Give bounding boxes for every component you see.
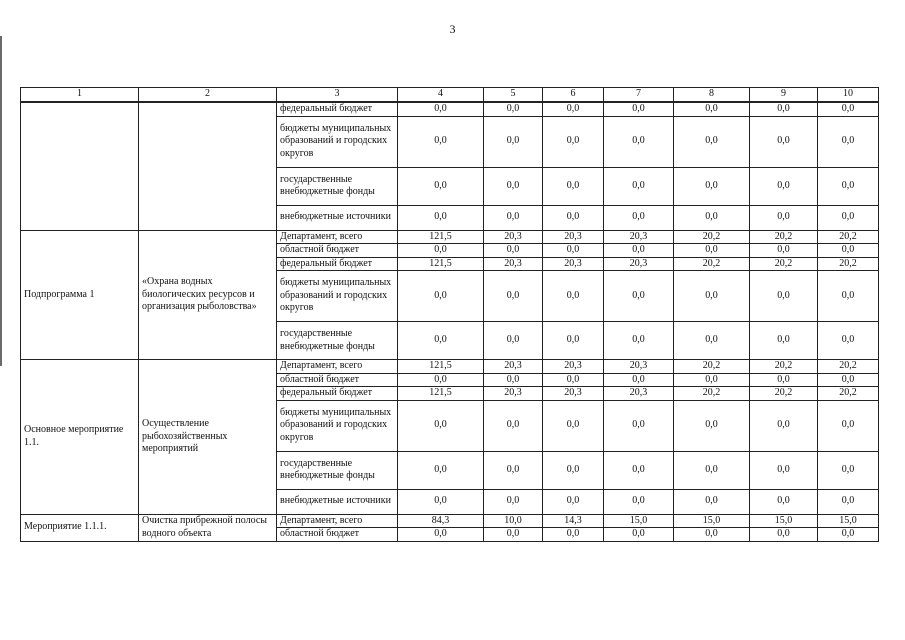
value-cell: 0,0 bbox=[604, 528, 674, 542]
funding-source-cell: областной бюджет bbox=[277, 373, 398, 387]
value-cell: 0,0 bbox=[674, 167, 750, 205]
value-cell: 0,0 bbox=[818, 244, 879, 258]
value-cell: 0,0 bbox=[604, 244, 674, 258]
value-cell: 0,0 bbox=[543, 244, 604, 258]
program-name-cell: Очистка прибрежной полосы водного объекта bbox=[139, 514, 277, 541]
value-cell: 0,0 bbox=[818, 489, 879, 514]
value-cell: 0,0 bbox=[484, 244, 543, 258]
value-cell: 0,0 bbox=[750, 244, 818, 258]
table-row bbox=[21, 514, 879, 528]
value-cell: 0,0 bbox=[398, 489, 484, 514]
value-cell: 20,2 bbox=[818, 360, 879, 374]
column-header: 1 bbox=[21, 88, 139, 103]
funding-source-cell: государственные внебюджетные фонды bbox=[277, 167, 398, 205]
value-cell: 84,3 bbox=[398, 514, 484, 528]
value-cell: 20,2 bbox=[818, 257, 879, 271]
value-cell: 0,0 bbox=[484, 400, 543, 451]
value-cell: 0,0 bbox=[750, 322, 818, 360]
funding-source-cell: федеральный бюджет bbox=[277, 387, 398, 401]
funding-source-cell: внебюджетные источники bbox=[277, 489, 398, 514]
value-cell: 0,0 bbox=[484, 205, 543, 230]
column-header: 4 bbox=[398, 88, 484, 103]
value-cell: 0,0 bbox=[604, 400, 674, 451]
value-cell: 0,0 bbox=[818, 271, 879, 322]
program-cell bbox=[21, 102, 139, 230]
funding-source-cell: бюджеты муниципальных образований и городских округов bbox=[277, 116, 398, 167]
value-cell: 0,0 bbox=[818, 322, 879, 360]
value-cell: 15,0 bbox=[750, 514, 818, 528]
funding-source-cell: бюджеты муниципальных образований и городских округов bbox=[277, 271, 398, 322]
value-cell: 0,0 bbox=[484, 528, 543, 542]
value-cell: 0,0 bbox=[750, 116, 818, 167]
funding-source-cell: государственные внебюджетные фонды bbox=[277, 322, 398, 360]
column-header: 10 bbox=[818, 88, 879, 103]
value-cell: 0,0 bbox=[543, 373, 604, 387]
value-cell: 20,3 bbox=[543, 387, 604, 401]
value-cell: 14,3 bbox=[543, 514, 604, 528]
value-cell: 0,0 bbox=[750, 102, 818, 116]
value-cell: 20,2 bbox=[750, 230, 818, 244]
value-cell: 0,0 bbox=[543, 451, 604, 489]
value-cell: 0,0 bbox=[484, 271, 543, 322]
value-cell: 0,0 bbox=[674, 205, 750, 230]
value-cell: 0,0 bbox=[674, 451, 750, 489]
value-cell: 20,3 bbox=[604, 360, 674, 374]
value-cell: 0,0 bbox=[604, 322, 674, 360]
value-cell: 0,0 bbox=[750, 205, 818, 230]
value-cell: 20,2 bbox=[674, 257, 750, 271]
value-cell: 0,0 bbox=[674, 102, 750, 116]
value-cell: 0,0 bbox=[398, 451, 484, 489]
program-cell: Подпрограмма 1 bbox=[21, 230, 139, 360]
value-cell: 0,0 bbox=[398, 322, 484, 360]
funding-source-cell: внебюджетные источники bbox=[277, 205, 398, 230]
funding-source-cell: Департамент, всего bbox=[277, 230, 398, 244]
value-cell: 0,0 bbox=[543, 322, 604, 360]
program-name-cell bbox=[139, 102, 277, 230]
value-cell: 0,0 bbox=[604, 116, 674, 167]
value-cell: 0,0 bbox=[543, 400, 604, 451]
program-cell: Мероприятие 1.1.1. bbox=[21, 514, 139, 541]
value-cell: 0,0 bbox=[674, 244, 750, 258]
funding-source-cell: областной бюджет bbox=[277, 244, 398, 258]
column-header: 9 bbox=[750, 88, 818, 103]
table-row bbox=[21, 230, 879, 244]
value-cell: 0,0 bbox=[398, 102, 484, 116]
value-cell: 20,3 bbox=[484, 387, 543, 401]
value-cell: 20,3 bbox=[484, 257, 543, 271]
column-header: 6 bbox=[543, 88, 604, 103]
value-cell: 0,0 bbox=[398, 244, 484, 258]
value-cell: 121,5 bbox=[398, 387, 484, 401]
value-cell: 0,0 bbox=[398, 271, 484, 322]
value-cell: 0,0 bbox=[604, 451, 674, 489]
value-cell: 0,0 bbox=[818, 451, 879, 489]
budget-table bbox=[20, 87, 879, 542]
value-cell: 0,0 bbox=[674, 322, 750, 360]
value-cell: 20,3 bbox=[543, 230, 604, 244]
value-cell: 0,0 bbox=[818, 528, 879, 542]
value-cell: 20,2 bbox=[674, 387, 750, 401]
value-cell: 121,5 bbox=[398, 230, 484, 244]
value-cell: 0,0 bbox=[750, 400, 818, 451]
value-cell: 0,0 bbox=[818, 205, 879, 230]
value-cell: 0,0 bbox=[484, 102, 543, 116]
value-cell: 20,3 bbox=[543, 257, 604, 271]
funding-source-cell: областной бюджет bbox=[277, 528, 398, 542]
table-row bbox=[21, 360, 879, 374]
value-cell: 20,2 bbox=[818, 230, 879, 244]
value-cell: 0,0 bbox=[750, 489, 818, 514]
value-cell: 0,0 bbox=[604, 205, 674, 230]
value-cell: 15,0 bbox=[604, 514, 674, 528]
value-cell: 0,0 bbox=[818, 373, 879, 387]
funding-source-cell: федеральный бюджет bbox=[277, 102, 398, 116]
funding-source-cell: бюджеты муниципальных образований и городских округов bbox=[277, 400, 398, 451]
value-cell: 0,0 bbox=[604, 373, 674, 387]
value-cell: 20,3 bbox=[484, 360, 543, 374]
value-cell: 0,0 bbox=[484, 167, 543, 205]
value-cell: 0,0 bbox=[543, 167, 604, 205]
value-cell: 0,0 bbox=[398, 116, 484, 167]
value-cell: 20,2 bbox=[750, 360, 818, 374]
value-cell: 0,0 bbox=[543, 528, 604, 542]
value-cell: 0,0 bbox=[484, 116, 543, 167]
table-row bbox=[21, 102, 879, 116]
value-cell: 0,0 bbox=[818, 400, 879, 451]
value-cell: 121,5 bbox=[398, 360, 484, 374]
value-cell: 0,0 bbox=[818, 167, 879, 205]
value-cell: 20,2 bbox=[750, 257, 818, 271]
value-cell: 0,0 bbox=[750, 451, 818, 489]
value-cell: 0,0 bbox=[398, 167, 484, 205]
funding-source-cell: государственные внебюджетные фонды bbox=[277, 451, 398, 489]
value-cell: 0,0 bbox=[674, 528, 750, 542]
value-cell: 20,2 bbox=[750, 387, 818, 401]
value-cell: 20,3 bbox=[484, 230, 543, 244]
value-cell: 0,0 bbox=[398, 373, 484, 387]
funding-source-cell: федеральный бюджет bbox=[277, 257, 398, 271]
value-cell: 0,0 bbox=[818, 116, 879, 167]
value-cell: 0,0 bbox=[750, 528, 818, 542]
funding-source-cell: Департамент, всего bbox=[277, 360, 398, 374]
value-cell: 0,0 bbox=[543, 205, 604, 230]
value-cell: 0,0 bbox=[674, 400, 750, 451]
value-cell: 121,5 bbox=[398, 257, 484, 271]
value-cell: 0,0 bbox=[543, 489, 604, 514]
value-cell: 0,0 bbox=[484, 322, 543, 360]
value-cell: 0,0 bbox=[604, 102, 674, 116]
value-cell: 0,0 bbox=[484, 451, 543, 489]
column-header: 5 bbox=[484, 88, 543, 103]
column-header: 2 bbox=[139, 88, 277, 103]
column-header: 8 bbox=[674, 88, 750, 103]
program-cell: Основное мероприятие 1.1. bbox=[21, 360, 139, 515]
value-cell: 0,0 bbox=[604, 271, 674, 322]
header-row bbox=[21, 88, 879, 103]
value-cell: 15,0 bbox=[674, 514, 750, 528]
column-header: 7 bbox=[604, 88, 674, 103]
value-cell: 0,0 bbox=[543, 271, 604, 322]
value-cell: 20,3 bbox=[604, 257, 674, 271]
value-cell: 0,0 bbox=[674, 116, 750, 167]
value-cell: 20,2 bbox=[674, 230, 750, 244]
funding-source-cell: Департамент, всего bbox=[277, 514, 398, 528]
value-cell: 0,0 bbox=[750, 271, 818, 322]
value-cell: 0,0 bbox=[543, 102, 604, 116]
value-cell: 10,0 bbox=[484, 514, 543, 528]
value-cell: 0,0 bbox=[604, 167, 674, 205]
program-name-cell: «Охрана водных биологических ресурсов и организация рыболовства» bbox=[139, 230, 277, 360]
value-cell: 0,0 bbox=[674, 489, 750, 514]
value-cell: 0,0 bbox=[398, 528, 484, 542]
value-cell: 20,2 bbox=[674, 360, 750, 374]
value-cell: 0,0 bbox=[543, 116, 604, 167]
value-cell: 0,0 bbox=[818, 102, 879, 116]
value-cell: 0,0 bbox=[484, 373, 543, 387]
value-cell: 20,2 bbox=[818, 387, 879, 401]
value-cell: 0,0 bbox=[484, 489, 543, 514]
value-cell: 20,3 bbox=[543, 360, 604, 374]
value-cell: 0,0 bbox=[674, 373, 750, 387]
scan-edge-mark bbox=[0, 36, 2, 366]
value-cell: 0,0 bbox=[398, 205, 484, 230]
page-number: 3 bbox=[449, 22, 456, 36]
program-name-cell: Осуществление рыбохозяйственных мероприятий bbox=[139, 360, 277, 515]
value-cell: 0,0 bbox=[750, 373, 818, 387]
value-cell: 15,0 bbox=[818, 514, 879, 528]
value-cell: 20,3 bbox=[604, 230, 674, 244]
value-cell: 0,0 bbox=[604, 489, 674, 514]
value-cell: 0,0 bbox=[674, 271, 750, 322]
value-cell: 20,3 bbox=[604, 387, 674, 401]
column-header: 3 bbox=[277, 88, 398, 103]
value-cell: 0,0 bbox=[750, 167, 818, 205]
value-cell: 0,0 bbox=[398, 400, 484, 451]
